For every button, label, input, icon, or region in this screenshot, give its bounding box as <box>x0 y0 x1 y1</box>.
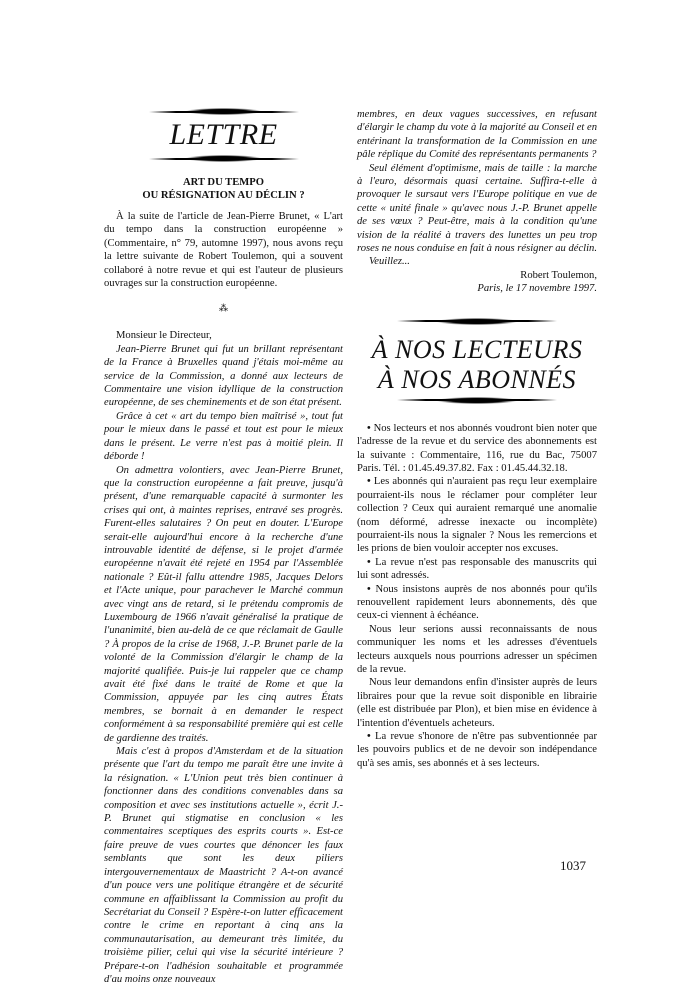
intro-paragraph: À la suite de l'article de Jean-Pierre Brunet, « L'art du tempo dans la construction européenne » (Commentaire, n° 79, automne 1997), nous avons reçu la lettre suivante de Robert Toulemon, qui a souvent collaboré à notre revue et qui est l'auteur de plusieurs ouvrages sur la construction européenne. <box>104 211 343 290</box>
notice-rule-top <box>397 318 557 325</box>
letter-paragraph-1: Jean-Pierre Brunet qui fut un brillant représentant de la France à Bruxelles quand j'étais moi-même au service de la Commission, a donné aux lecteurs de Commentaire une vision idyllique de la construction européenne, de ses cheminements et de son état présent. <box>104 343 343 409</box>
bullet-icon: • <box>367 476 371 488</box>
bullet-icon: • <box>367 422 371 434</box>
letter-paragraph-2: Grâce à cet « art du tempo bien maîtrisé », tout fut pour le mieux dans le passé et tout est pour le mieux dans le présent. Le verre n'est pas à moitié plein. Il déborde ! <box>104 410 343 463</box>
asterism-icon: ⁂ <box>219 303 228 314</box>
right-column <box>357 108 597 770</box>
bullet-icon: • <box>367 583 371 595</box>
letter-subheading: ART DU TEMPO OU RÉSIGNATION AU DÉCLIN ? <box>142 177 305 201</box>
signature-place-date: Paris, le 17 novembre 1997. <box>477 283 597 295</box>
letter-paragraph-3: On admettra volontiers, avec Jean-Pierre Brunet, que la construction européenne a fait preuve, jusqu'à présent, d'une remarquable capacité à surmonter les crises qui ont, à maintes reprises, entravé ses progrès. Furent-elles salutaires ? On peut en douter. L'Europe serait-elle aujourd'hui encore à la recherche d'une introuvable identité de défense, si le projet d'armée européenne n'avait été rejeté en 1954 par l'Assemblée nationale ? Eût-il fallu attendre 1985, Jacques Delors et l'Acte unique, pour parachever le Marché commun avec vingt ans de retard, si le prétendu compromis de Luxembourg de 1966 n'avait généralisé la pratique de l'unanimité, bien au-delà de ce que réclamait de Gaulle ? À propos de la crise de 1968, J.-P. Brunet parle de la volonté de la Commission d'élargir le champ de la majorité qualifiée. Puis-je lui rappeler que ce champ avait été fixé dans le traité de Rome et que la Commission, appuyée par les cinq autres États membres, se bornait à en demander le respect conformément à sa responsabilité première qui est celle de gardienne des traités. <box>104 464 343 744</box>
notice-bullet-1: • Nos lecteurs et nos abonnés voudront bien noter que l'adresse de la revue et du service des abonnements est la suivante : Commentaire, 116, rue du Bac, 75007 Paris. Tél. : 01.45.49.37.82. Fax : 01.45.44.32.18. <box>357 422 598 474</box>
bullet-icon: • <box>367 556 371 568</box>
title-rule-top <box>149 108 299 115</box>
salutation: Monsieur le Directeur, <box>116 330 212 342</box>
notice-bullet-4: • Nous insistons auprès de nos abonnés pour qu'ils renouvellent rapidement leurs abonnements, dès que ceux-ci viennent à échéance. <box>357 583 597 622</box>
letter-paragraph-4: Mais c'est à propos d'Amsterdam et de la situation présente que l'art du tempo me paraît être une invite à la résignation. « L'Union peut très bien continuer à fonctionner dans des conditions convenables dans sa composition et avec ses institutions actuelle », écrit J.-P. Brunet qui stigmatise en conclusion « les commentaires sceptiques des esprits courts ». Est-ce faire preuve de vues courtes que dénoncer les faux semblants que sont les deux piliers intergouvernementaux de Maastricht ? A-t-on avancé d'un pouce vers une politique étrangère et de sécurité commune en affaiblissant la Commission au profit du Secrétariat du Conseil ? Espère-t-on lutter efficacement contre le crime en reportant à cinq ans la communautarisation, au demeurant très limitée, du troisième pilier, celui qui vise la sécurité intérieure ? Prépare-t-on l'adhésion souhaitable et programmée d'au moins onze nouveaux <box>104 746 343 985</box>
lettre-title: LETTRE <box>169 118 278 151</box>
letter-continuation: membres, en deux vagues successives, en refusant d'élargir le champ du vote à la majorité au Conseil et en entérinant la transformation de la Commission en une pâle réplique du Comité des représentants permanents ? <box>357 109 597 161</box>
left-column <box>104 108 343 986</box>
title-rule-bottom <box>149 155 299 162</box>
bullet-icon: • <box>367 731 371 743</box>
notice-bullet-5: • La revue s'honore de n'être pas subventionnée par les pouvoirs publics et de ne devoir son indépendance qu'à ses amis, ses abonnés et à ses lecteurs. <box>357 731 597 769</box>
notice-title: À NOS LECTEURS À NOS ABONNÉS <box>371 334 583 394</box>
notice-paragraph-1: Nous leur serions aussi reconnaissants de nous communiquer les noms et les adresses d'éventuels lecteurs auxquels nous pourrions adresser un spécimen de la revue. <box>357 623 597 675</box>
notice-paragraph-2: Nous leur demandons enfin d'insister auprès de leurs libraires pour que la revue soit disponible en librairie (elle est distribuée par Plon), et bien mise en évidence à l'intention d'éventuels acheteurs. <box>357 677 597 729</box>
notice-bullet-3: • La revue n'est pas responsable des manuscrits qui lui sont adressés. <box>357 556 597 582</box>
page-number: 1037 <box>560 858 586 873</box>
letter-closing: Veuillez... <box>369 256 410 268</box>
letter-paragraph-5: Seul élément d'optimisme, mais de taille : la marche à l'euro, désormais quasi certaine. Suffira-t-elle à provoquer le sursaut vers l'Europe politique en vue de cette « unité finale » qu'avec nous J.-P. Brunet appelle de ses vœux ? Peut-être, mais à la condition qu'une vision de la réalité à travers des lunettes un peu trop roses ne nous conduise en fait à nous résigner au déclin. <box>357 162 597 255</box>
notice-rule-bottom <box>397 397 557 404</box>
signature-name: Robert Toulemon, <box>520 269 597 281</box>
notice-bullet-2: • Les abonnés qui n'auraient pas reçu leur exemplaire pourraient-ils nous le réclamer pour compléter leur collection ? Ceux qui auraient remarqué une anomalie (nom déformé, adresse inexacte ou incomplète) pourraient-ils nous la signaler ? Nous les remercions et les prions de bien vouloir accepter nos excuses. <box>357 476 597 555</box>
